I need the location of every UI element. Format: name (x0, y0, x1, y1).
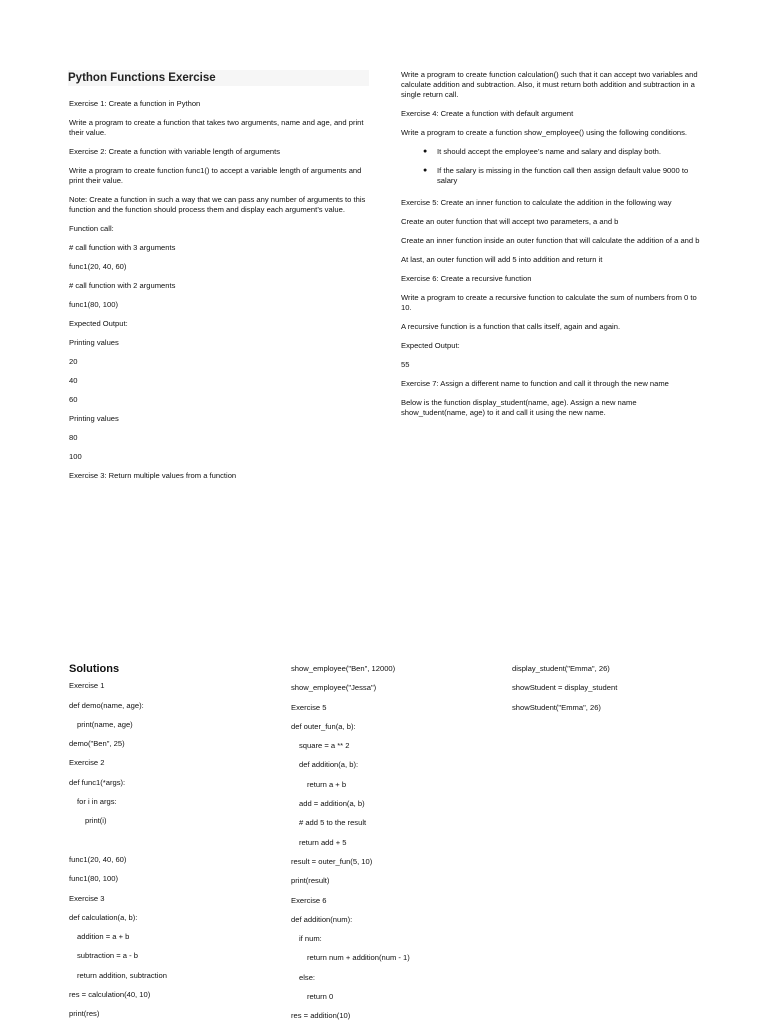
code-line: res = calculation(40, 10) (69, 990, 151, 1000)
code-line: addition = a + b (77, 932, 130, 942)
code-line: def demo(name, age): (69, 700, 144, 710)
left-paragraph: 40 (69, 376, 78, 385)
left-paragraph: func1(20, 40, 60) (69, 262, 127, 271)
solutions-column-2 (291, 664, 491, 1024)
code-line: Exercise 2 (69, 758, 105, 768)
solutions-column-3 (512, 664, 712, 722)
code-line: Exercise 3 (69, 893, 105, 903)
code-line: display_student("Emma", 26) (512, 664, 610, 673)
left-paragraph: Exercise 2: Create a function with variable length of arguments (69, 147, 281, 156)
left-paragraph: Function call: (69, 224, 114, 233)
code-line: def func1(*args): (69, 777, 126, 787)
left-paragraph: Note: Create a function in such a way that we can pass any number of arguments to this function and the function should process them and display each argument’s value. (69, 195, 366, 214)
right-paragraph: At last, an outer function will add 5 into addition and return it (401, 255, 603, 264)
code-line: Exercise 5 (291, 702, 327, 712)
right-paragraph: Write a program to create a function show_employee() using the following conditions. (401, 128, 688, 137)
solutions-column-1 (69, 664, 269, 1024)
right-paragraph: Exercise 4: Create a function with default argument (401, 109, 574, 118)
right-paragraph: Create an outer function that will accept two parameters, a and b (401, 217, 619, 226)
page-title: Python Functions Exercise (68, 70, 369, 86)
code-line: for i in args: (77, 797, 117, 807)
code-line: Exercise 6 (291, 895, 327, 905)
code-line: return addition, subtraction (77, 970, 167, 980)
code-line: # add 5 to the result (299, 818, 367, 828)
code-line: func1(20, 40, 60) (69, 854, 127, 864)
code-line: def calculation(a, b): (69, 912, 138, 922)
code-line: print(i) (85, 816, 107, 826)
code-line: square = a ** 2 (299, 741, 350, 751)
left-paragraph: Write a program to create a function that takes two arguments, name and age, and print their value. (69, 118, 364, 137)
left-paragraph: Exercise 3: Return multiple values from a function (69, 471, 237, 480)
left-paragraph: 60 (69, 395, 78, 404)
code-line: if num: (299, 934, 322, 944)
bullet-item (401, 147, 701, 157)
bullet-item (401, 166, 701, 186)
right-paragraph: 55 (401, 360, 410, 369)
right-paragraph: Exercise 6: Create a recursive function (401, 274, 532, 283)
code-line: showStudent("Emma", 26) (512, 702, 601, 712)
bullet-text: It should accept the employee’s name and salary and display both. (437, 147, 662, 156)
code-line: func1(80, 100) (69, 874, 118, 884)
left-paragraph: 20 (69, 357, 78, 366)
page1-right-column (401, 70, 701, 427)
left-paragraph: func1(80, 100) (69, 300, 118, 309)
left-paragraph: Printing values (69, 414, 119, 423)
code-line: def outer_fun(a, b): (291, 721, 356, 731)
right-paragraph: Expected Output: (401, 341, 460, 350)
code-line: show_employee("Ben", 12000) (291, 664, 396, 673)
right-paragraph: Write a program to create function calculation() such that it can accept two variables and calculate addition and subtraction. Also, it must return both addition and subtraction in a single return call. (401, 70, 698, 99)
right-paragraph: A recursive function is a function that calls itself, again and again. (401, 322, 621, 331)
code-line: result = outer_fun(5, 10) (291, 856, 373, 866)
left-paragraph: Expected Output: (69, 319, 128, 328)
left-paragraph: Printing values (69, 338, 119, 347)
blank-line (69, 836, 269, 855)
code-line: def addition(a, b): (299, 760, 359, 770)
code-line: add = addition(a, b) (299, 799, 365, 809)
code-line: def addition(num): (291, 914, 353, 924)
code-line: print(res) (69, 1009, 100, 1019)
code-line: print(result) (291, 876, 330, 886)
left-paragraph: 100 (69, 452, 82, 461)
code-line: print(name, age) (77, 719, 133, 729)
code-line: Exercise 1 (69, 681, 105, 691)
left-paragraph: # call function with 2 arguments (69, 281, 176, 290)
code-line: subtraction = a - b (77, 951, 138, 961)
right-paragraph: Create an inner function inside an outer function that will calculate the addition of a and b (401, 236, 700, 245)
page1-left-column (69, 70, 369, 490)
bullet-dot-icon: ● (423, 167, 428, 174)
right-paragraph: Exercise 5: Create an inner function to calculate the addition in the following way (401, 198, 672, 207)
code-line: demo("Ben", 25) (69, 739, 125, 749)
right-paragraph: Below is the function display_student(name, age). Assign a new name show_tudent(name, age) to it and call it using the new name. (401, 398, 637, 417)
code-line: show_employee("Jessa") (291, 683, 377, 693)
left-paragraph: 80 (69, 433, 78, 442)
left-paragraph: # call function with 3 arguments (69, 243, 176, 252)
right-paragraph: Exercise 7: Assign a different name to function and call it through the new name (401, 379, 669, 388)
conditions-list (401, 147, 701, 186)
solutions-title: Solutions (69, 663, 120, 675)
bullet-text: If the salary is missing in the function call then assign default value 9000 to salary (437, 166, 689, 185)
code-line: return 0 (307, 992, 334, 1002)
left-paragraph: Write a program to create function func1() to accept a variable length of arguments and print their value. (69, 166, 362, 185)
code-line: else: (299, 972, 316, 982)
left-paragraph: Exercise 1: Create a function in Python (69, 99, 201, 108)
code-line: return num + addition(num - 1) (307, 953, 410, 963)
code-line: return add + 5 (299, 837, 347, 847)
right-paragraph: Write a program to create a recursive function to calculate the sum of numbers from 0 to 10. (401, 293, 697, 312)
bullet-dot-icon: ● (423, 148, 428, 155)
code-line: return a + b (307, 779, 347, 789)
code-line: res = addition(10) (291, 1011, 351, 1021)
code-line: showStudent = display_student (512, 683, 618, 693)
